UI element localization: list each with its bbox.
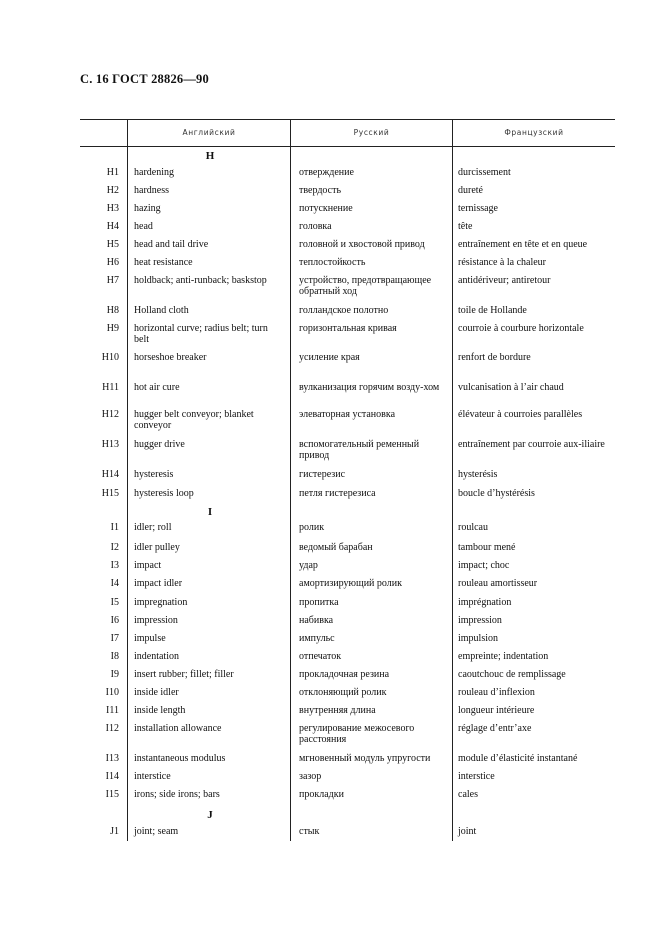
russian-term: отверждение [299,167,354,178]
english-term: Holland cloth [134,305,189,316]
french-term: boucle d’hystérésis [458,488,535,499]
term-code: I1 [110,522,119,533]
english-term: impact [134,560,162,571]
term-code: I4 [110,578,119,589]
french-term: rouleau d’inflexion [458,687,535,698]
russian-term: потускнение [299,203,353,214]
russian-term: вспомогательный ременный привод [299,439,420,461]
french-term: résistance à la chaleur [458,257,547,268]
russian-term: мгновенный модуль упругости [299,753,431,764]
english-term: hugger drive [134,439,185,450]
term-code: I14 [105,771,119,782]
column-header-french: Французский [504,128,564,137]
french-term: impact; choc [458,560,510,571]
term-code: H6 [106,257,119,268]
english-term: indentation [134,651,179,662]
term-code: H7 [106,275,119,286]
english-term: head and tail drive [134,239,209,250]
french-term: caoutchouc de remplissage [458,669,566,680]
english-term: interstice [134,771,171,782]
russian-term: набивка [299,615,334,626]
french-term: renfort de bordure [458,352,531,363]
russian-term: теплостойкость [299,257,366,268]
term-code: H2 [106,185,119,196]
french-term: entraînement en tête et en queue [458,239,588,250]
russian-term: импульс [299,633,335,644]
french-term: interstice [458,771,495,782]
french-term: courroie à courbure horizontale [458,323,584,334]
russian-term: внутренняя длина [299,705,376,716]
russian-term: зазор [299,771,322,782]
english-term: hardening [134,167,174,178]
term-code: H9 [106,323,119,334]
table-header-rule [80,146,615,147]
english-term: hot air cure [134,382,180,393]
column-divider-en [290,119,291,841]
french-term: joint [458,826,477,837]
russian-term: регулирование межосевого расстояния [299,723,415,745]
french-term: hysterésis [458,469,498,480]
english-term: hysteresis loop [134,488,194,499]
french-term: impression [458,615,502,626]
french-term: roulcau [458,522,488,533]
french-term: cales [458,789,478,800]
term-code: H14 [101,469,119,480]
english-term: impression [134,615,178,626]
french-term: longueur intérieure [458,705,535,716]
russian-term: петля гистерезиса [299,488,376,499]
term-code: I7 [110,633,119,644]
english-term: horizontal curve; radius belt; turn belt [134,323,268,345]
french-term: antidériveur; antiretour [458,275,551,286]
russian-term: ведомый барабан [299,542,373,553]
term-code: H1 [106,167,119,178]
russian-term: ролик [299,522,325,533]
term-code: H3 [106,203,119,214]
russian-term: отпечаток [299,651,342,662]
english-term: heat resistance [134,257,193,268]
term-code: I10 [105,687,119,698]
term-code: H15 [101,488,119,499]
page-header: С. 16 ГОСТ 28826—90 [80,72,209,86]
english-term: impact idler [134,578,183,589]
french-term: tambour mené [458,542,516,553]
term-code: I2 [110,542,119,553]
column-divider-code [127,119,128,841]
english-term: holdback; anti-runback; baskstop [134,275,267,286]
english-term: installation allowance [134,723,222,734]
russian-term: прокладочная резина [299,669,390,680]
term-code: H13 [101,439,119,450]
term-code: H4 [106,221,119,232]
english-term: irons; side irons; bars [134,789,220,800]
french-term: entraînement par courroie aux-iliaire [458,439,605,450]
table-top-rule [80,119,615,120]
russian-term: усиление края [299,352,360,363]
english-term: head [134,221,153,232]
term-code: I5 [110,597,119,608]
russian-term: пропитка [299,597,339,608]
russian-term: гистерезис [299,469,346,480]
russian-term: головной и хвостовой привод [299,239,425,250]
french-term: rouleau amortisseur [458,578,538,589]
russian-term: удар [299,560,318,571]
english-term: insert rubber; fillet; filler [134,669,234,680]
french-term: ternissage [458,203,498,214]
english-term: idler pulley [134,542,180,553]
french-term: toile de Hollande [458,305,527,316]
term-code: I8 [110,651,119,662]
russian-term: отклоняющий ролик [299,687,387,698]
term-code: I3 [110,560,119,571]
french-term: empreinte; indentation [458,651,549,662]
english-term: hugger belt conveyor; blanket conveyor [134,409,254,431]
english-term: inside idler [134,687,179,698]
column-header-english: Английский [182,128,236,137]
term-code: I9 [110,669,119,680]
english-term: hazing [134,203,161,214]
english-term: joint; seam [134,826,179,837]
russian-term: стык [299,826,320,837]
section-letter: H [205,150,215,162]
term-code: H8 [106,305,119,316]
english-term: idler; roll [134,522,172,533]
russian-term: голландское полотно [299,305,389,316]
russian-term: твердость [299,185,342,196]
russian-term: амортизирующий ролик [299,578,402,589]
term-code: I6 [110,615,119,626]
english-term: instantaneous modulus [134,753,226,764]
english-term: hardness [134,185,169,196]
term-code: H5 [106,239,119,250]
french-term: dureté [458,185,483,196]
french-term: module d’élasticité instantané [458,753,578,764]
term-code: H10 [101,352,119,363]
english-term: impregnation [134,597,188,608]
english-term: inside length [134,705,186,716]
french-term: durcissement [458,167,511,178]
term-code: J1 [110,826,119,837]
russian-term: горизонтальная кривая [299,323,397,334]
english-term: hysteresis [134,469,174,480]
section-letter: I [207,506,213,518]
russian-term: вулканизация горячим возду-хом [299,382,440,393]
term-code: I13 [105,753,119,764]
russian-term: головка [299,221,332,232]
term-code: I12 [105,723,119,734]
term-code: H12 [101,409,119,420]
column-header-russian: Русский [353,128,390,137]
russian-term: устройство, предотвращающее обратный ход [299,275,432,297]
french-term: élévateur à courroies parallèles [458,409,583,420]
french-term: réglage d’entr’axe [458,723,532,734]
french-term: tête [458,221,473,232]
russian-term: прокладки [299,789,344,800]
french-term: vulcanisation à l’air chaud [458,382,564,393]
term-code: I15 [105,789,119,800]
french-term: imprégnation [458,597,512,608]
english-term: horseshoe breaker [134,352,207,363]
russian-term: элеваторная установка [299,409,396,420]
term-code: H11 [102,382,119,393]
column-divider-ru [452,119,453,841]
french-term: impulsion [458,633,499,644]
section-letter: J [207,809,213,821]
term-code: I11 [106,705,119,716]
english-term: impulse [134,633,166,644]
